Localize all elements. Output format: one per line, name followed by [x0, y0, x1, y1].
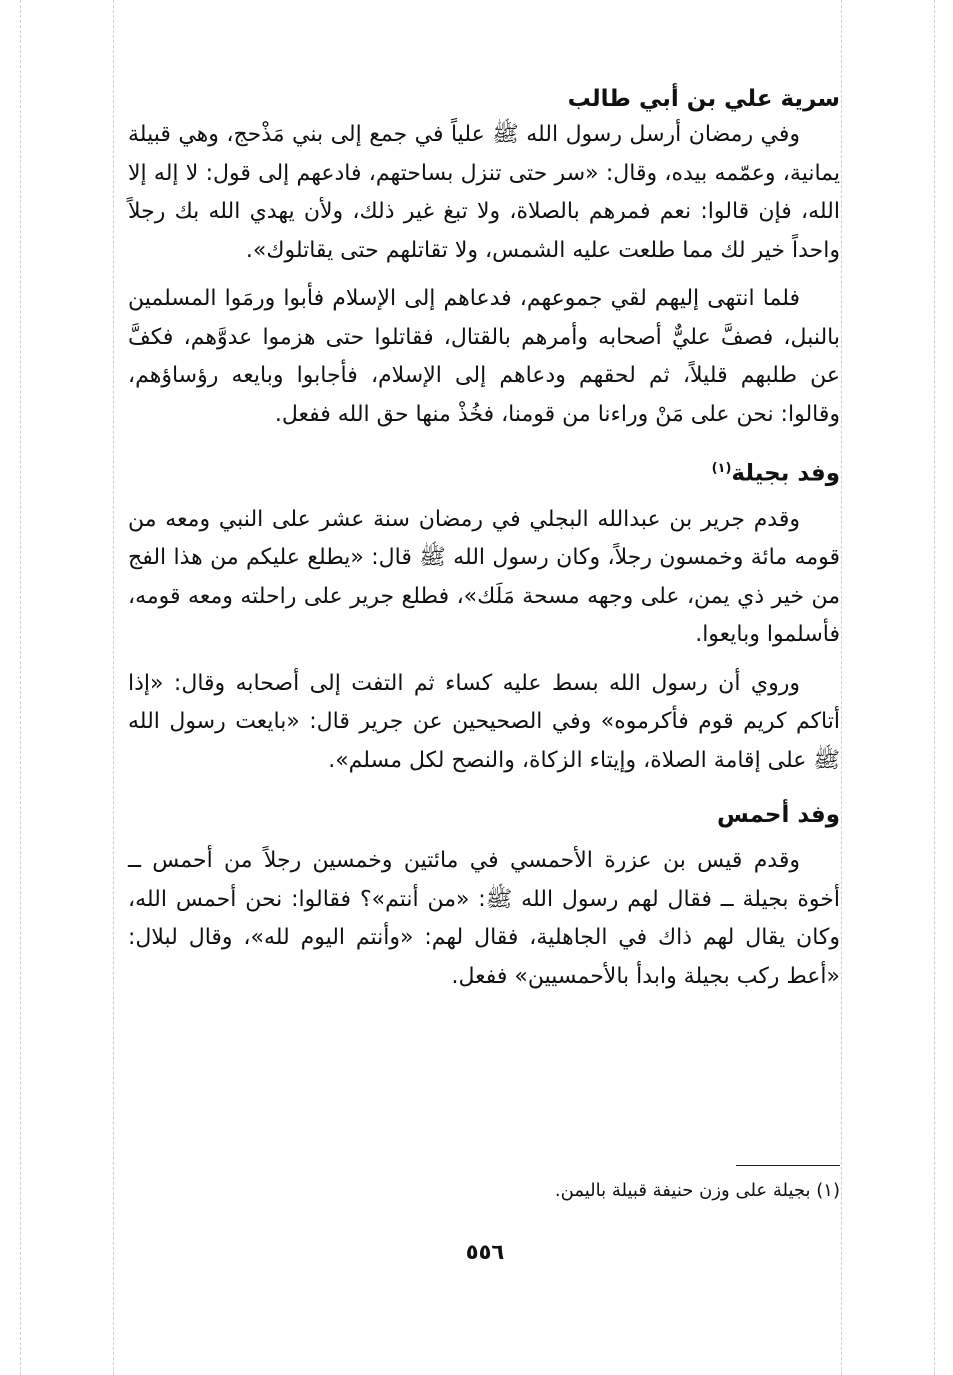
margin-guide: [20, 0, 21, 1375]
paragraph: فلما انتهى إليهم لقي جموعهم، فدعاهم إلى الإسلام فأبوا ورمَوا المسلمين بالنبل، فصفَّ عليٌّ أصحابه وأمرهم بالقتال، فقاتلوا حتى هزموا عدوَّهم، فكفَّ عن طلبهم قليلاً، ثم لحقهم ودعاهم إلى الإسلام، فأجابوا وبايعه رؤساؤهم، وقالوا: نحن على مَنْ وراءنا من قومنا، فخُذْ منها حق الله ففعل.: [128, 286, 840, 427]
section-heading: سرية علي بن أبي طالب: [567, 86, 840, 112]
paragraph: وفي رمضان أرسل رسول الله ﷺ علياً في جمع إلى بني مَذْحج، وهي قبيلة يمانية، وعمّمه بيده، وقال: «سر حتى تنزل بساحتهم، فادعهم إلى قول: لا إله إلا الله، فإن قالوا: نعم فمرهم بالصلاة، ولا تبغ غير ذلك، ولأن يهدي الله بك رجلاً واحداً خير لك مما طلعت عليه الشمس، ولا تقاتلهم حتى يقاتلوك».: [128, 122, 840, 263]
margin-guide: [113, 0, 114, 1375]
paragraph: وقدم جرير بن عبدالله البجلي في رمضان سنة عشر على النبي ومعه من قومه مائة وخمسون رجلاً، وكان رسول الله ﷺ قال: «يطلع عليكم من هذا الفج من خير ذي يمن، على وجهه مسحة مَلَك»، فطلع جرير على راحلته ومعه قومه، فأسلموا وبايعوا.: [128, 506, 840, 648]
section-heading: وفد أحمس: [716, 802, 840, 829]
section-heading: [128, 452, 840, 491]
paragraph: وقدم قيس بن عزرة الأحمسي في مائتين وخمسين رجلاً من أحمس ــ أخوة بجيلة ــ فقال لهم رسول الله ﷺ: «من أنتم»؟ فقالوا: نحن أحمس الله، وكان يقال لهم ذاك في الجاهلية، فقال لهم: «وأنتم اليوم لله»، وقال لبلال: «أعط ركب بجيلة وابدأ بالأحمسيين» ففعل.: [128, 848, 840, 989]
margin-guide: [841, 0, 842, 1375]
section-heading-text: وفد بجيلة: [731, 460, 840, 487]
paragraph: وروي أن رسول الله بسط عليه كساء ثم التفت إلى أصحابه وقال: «إذا أتاكم كريم قوم فأكرموه» وفي الصحيحين عن جرير قال: «بايعت رسول الله ﷺ على إقامة الصلاة، وإيتاء الزكاة، والنصح لكل مسلم».: [128, 670, 840, 773]
page-number: ٥٥٦: [465, 1240, 505, 1264]
footnote-marker: (١): [711, 461, 732, 476]
margin-guide: [934, 0, 935, 1375]
footnote: (١) بجيلة على وزن حنيفة قبيلة باليمن.: [554, 1180, 840, 1201]
page-body: [128, 82, 840, 996]
footnote-separator: [736, 1165, 840, 1166]
